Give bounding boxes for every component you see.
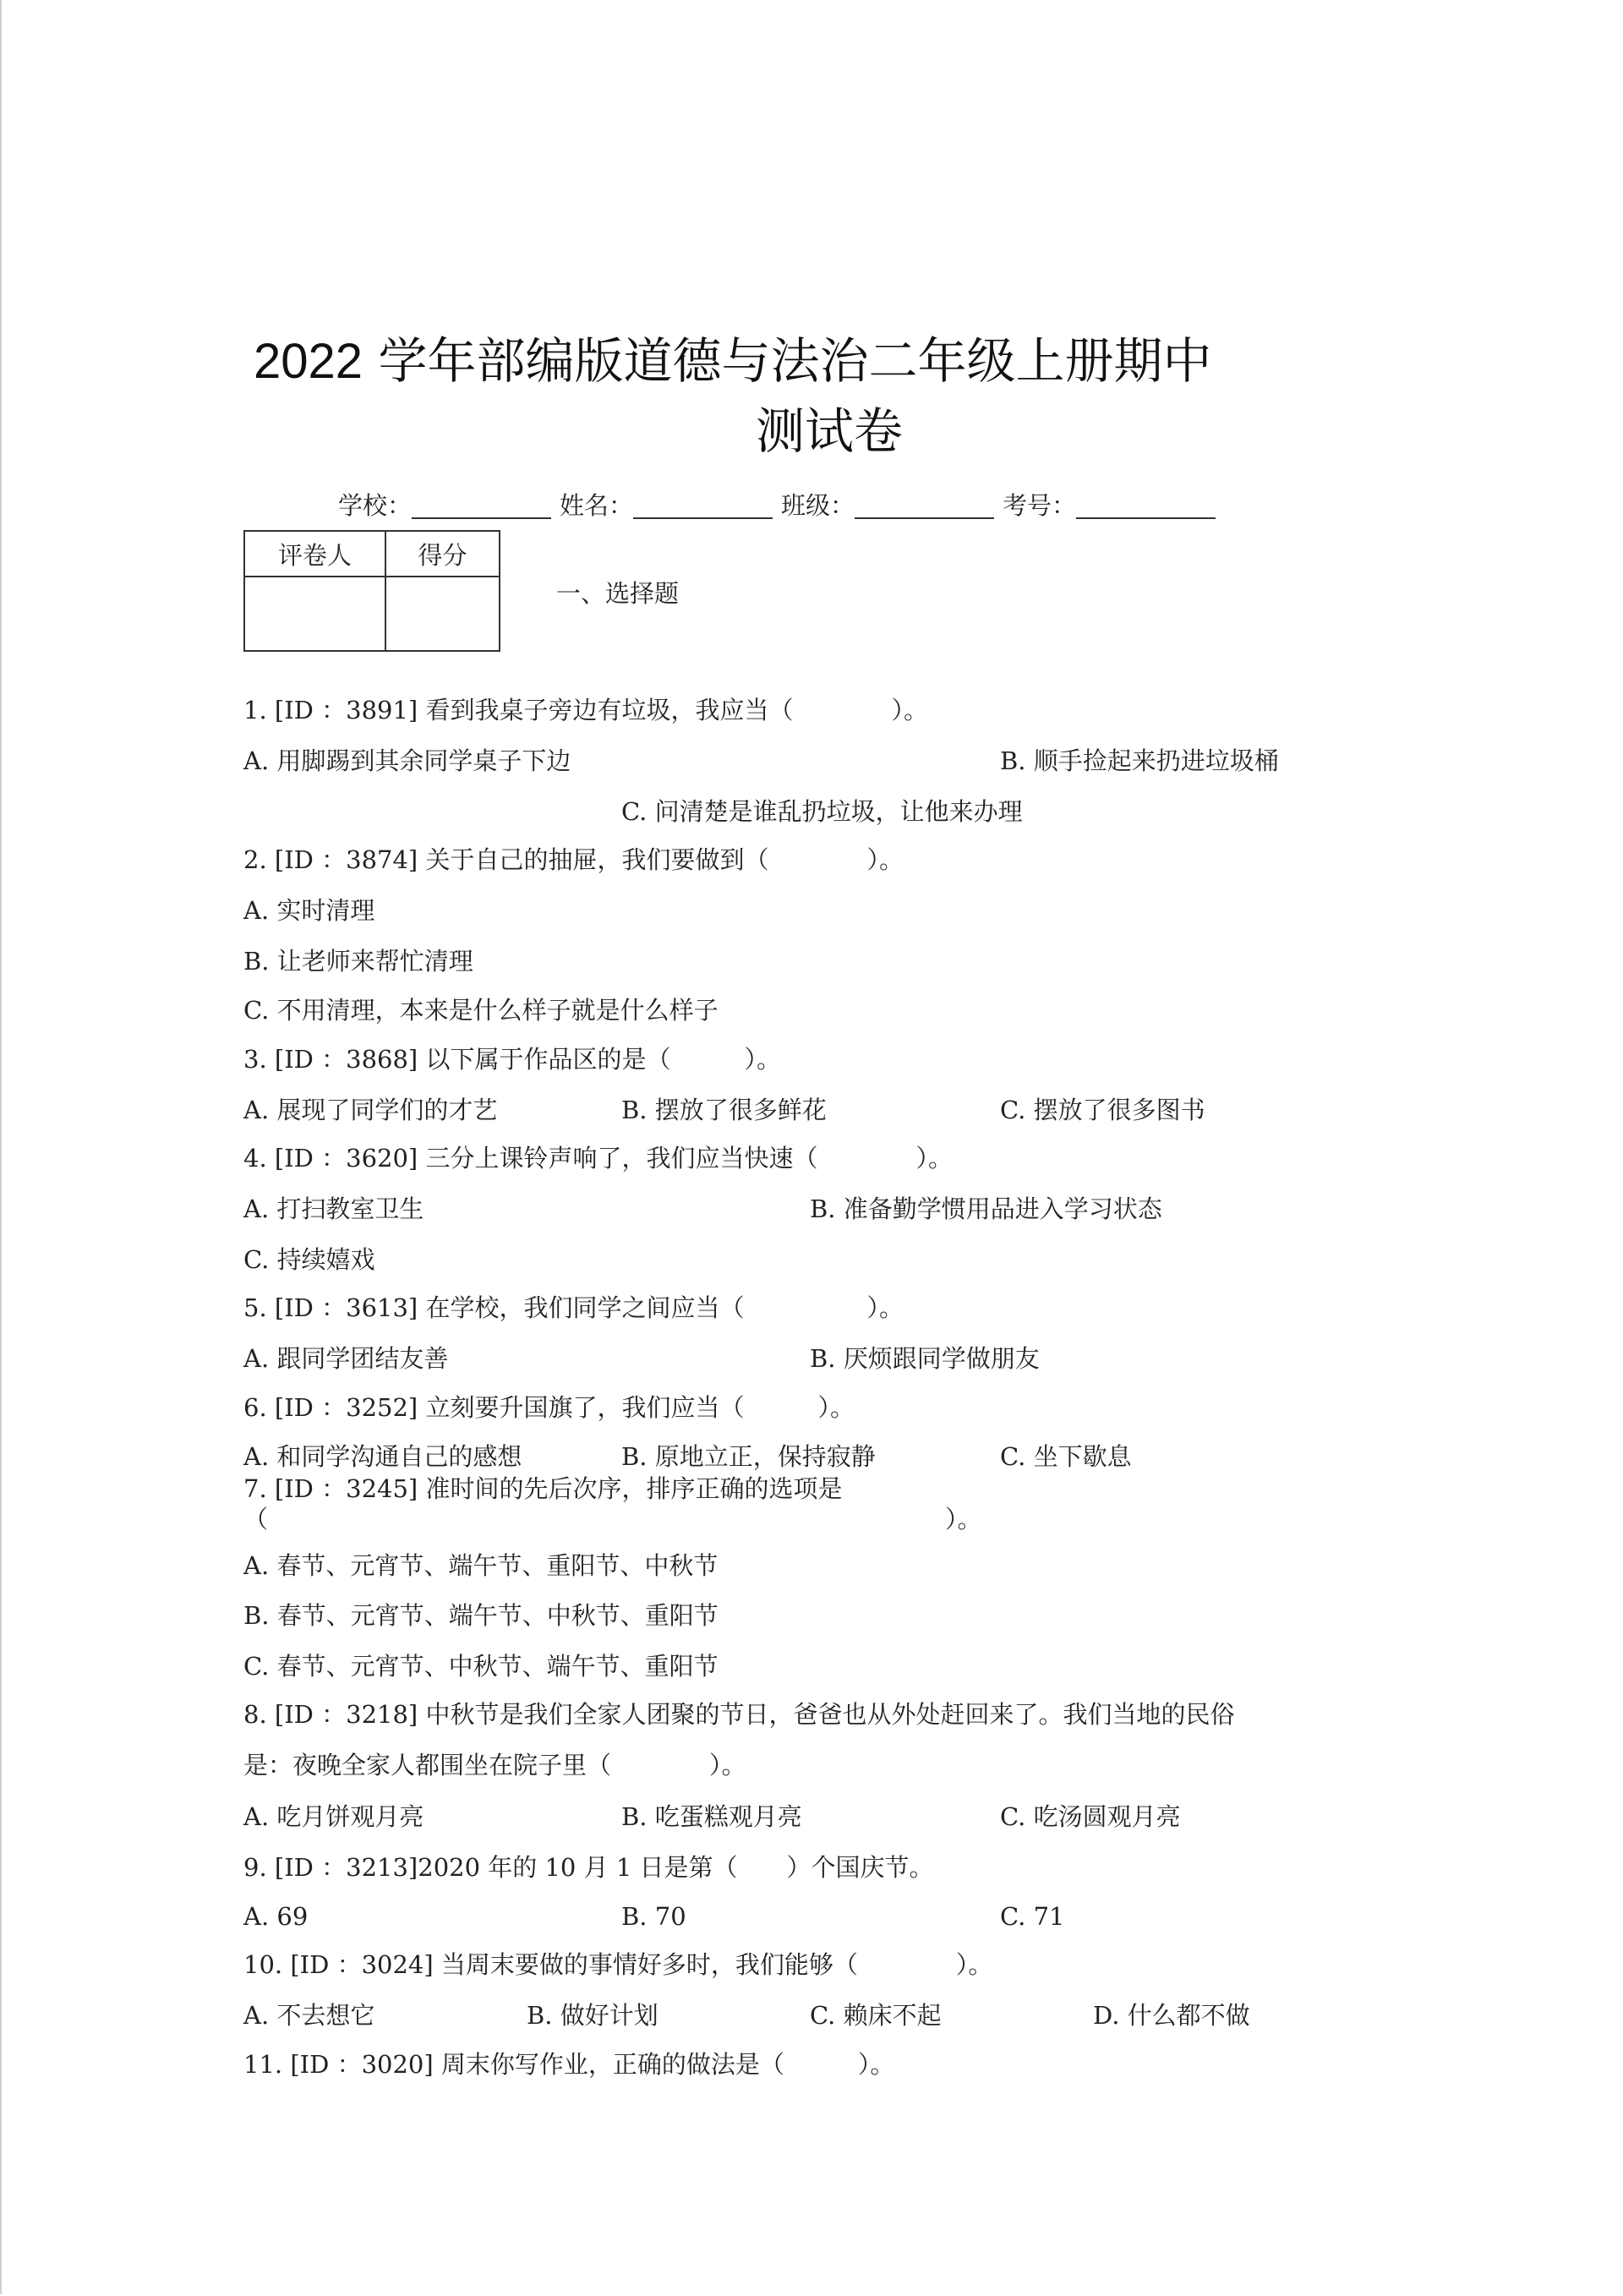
q8-option-b[interactable]: B. 吃蛋糕观月亮 xyxy=(621,1802,802,1831)
question-11: 11. [ID ：3020] 周末你写作业，正确的做法是（ ）。 xyxy=(243,2050,895,2079)
exam-title-line2: 测试卷 xyxy=(756,402,904,460)
school-label: 学校： xyxy=(338,491,413,520)
class-label: 班级： xyxy=(781,491,855,520)
q9-option-b[interactable]: B. 70 xyxy=(621,1902,686,1931)
q4-option-b[interactable]: B. 准备勤学惯用品进入学习状态 xyxy=(810,1194,1162,1223)
q2-option-a[interactable]: A. 实时清理 xyxy=(243,896,375,925)
question-8: 8. [ID ：3218] 中秋节是我们全家人团聚的节日，爸爸也从外处赶回来了。我们当地的民俗 xyxy=(243,1700,1235,1729)
exam-no-label: 考号： xyxy=(1003,491,1077,520)
question-5: 5. [ID ：3613] 在学校，我们同学之间应当（ ）。 xyxy=(243,1293,904,1322)
grader-cell[interactable] xyxy=(244,577,385,651)
q8-option-c[interactable]: C. 吃汤圆观月亮 xyxy=(1000,1802,1181,1831)
q6-option-c[interactable]: C. 坐下歇息 xyxy=(1000,1442,1132,1471)
question-7: 7. [ID ：3245] 准时间的先后次序，排序正确的选项是 xyxy=(243,1474,843,1503)
q1-option-c[interactable]: C. 问清楚是谁乱扔垃圾，让他来办理 xyxy=(621,797,1023,826)
q10-option-c[interactable]: C. 赖床不起 xyxy=(810,2001,942,2030)
name-blank[interactable] xyxy=(633,492,773,519)
question-1: 1. [ID ：3891] 看到我桌子旁边有垃圾，我应当（ ）。 xyxy=(243,696,928,724)
school-blank[interactable] xyxy=(412,492,551,519)
question-10: 10. [ID ：3024] 当周末要做的事情好多时，我们能够（ ）。 xyxy=(243,1950,993,1979)
q8-option-a[interactable]: A. 吃月饼观月亮 xyxy=(243,1802,424,1831)
q7-option-a[interactable]: A. 春节、元宵节、端午节、重阳节、中秋节 xyxy=(243,1551,719,1580)
section-title: 一、选择题 xyxy=(556,579,680,608)
q2-option-c[interactable]: C. 不用清理，本来是什么样子就是什么样子 xyxy=(243,996,719,1025)
q1-option-b[interactable]: B. 顺手捡起来扔进垃圾桶 xyxy=(1000,746,1279,775)
score-table xyxy=(243,530,500,652)
q10-option-d[interactable]: D. 什么都不做 xyxy=(1093,2001,1250,2030)
name-label: 姓名： xyxy=(560,491,634,520)
score-header: 得分 xyxy=(385,531,500,577)
q10-option-b[interactable]: B. 做好计划 xyxy=(527,2001,658,2030)
question-7-close-paren: ）。 xyxy=(945,1505,982,1533)
q3-option-b[interactable]: B. 摆放了很多鲜花 xyxy=(621,1096,827,1124)
question-8-cont: 是：夜晚全家人都围坐在院子里（ ）。 xyxy=(243,1751,746,1779)
title-year: 2022 xyxy=(254,334,363,389)
title-rest: 学年部编版道德与法治二年级上册期中 xyxy=(363,332,1212,390)
q5-option-b[interactable]: B. 厌烦跟同学做朋友 xyxy=(810,1344,1040,1373)
exam-no-blank[interactable] xyxy=(1076,492,1216,519)
q5-option-a[interactable]: A. 跟同学团结友善 xyxy=(243,1344,449,1373)
student-info-row xyxy=(338,489,1224,522)
question-6: 6. [ID ：3252] 立刻要升国旗了，我们应当（ ）。 xyxy=(243,1393,855,1422)
q3-option-c[interactable]: C. 摆放了很多图书 xyxy=(1000,1096,1205,1124)
q10-option-a[interactable]: A. 不去想它 xyxy=(243,2001,375,2030)
question-7-open-paren: （ xyxy=(243,1505,269,1533)
q7-option-c[interactable]: C. 春节、元宵节、中秋节、端午节、重阳节 xyxy=(243,1652,719,1681)
q9-option-c[interactable]: C. 71 xyxy=(1000,1902,1065,1931)
exam-title-line1 xyxy=(254,330,1211,393)
q2-option-b[interactable]: B. 让老师来帮忙清理 xyxy=(243,947,473,976)
question-3: 3. [ID ：3868] 以下属于作品区的是（ ）。 xyxy=(243,1045,781,1074)
score-cell[interactable] xyxy=(385,577,500,651)
question-2: 2. [ID ：3874] 关于自己的抽屉，我们要做到（ ）。 xyxy=(243,845,904,874)
question-4: 4. [ID ：3620] 三分上课铃声响了，我们应当快速（ ）。 xyxy=(243,1144,953,1173)
q4-option-c[interactable]: C. 持续嬉戏 xyxy=(243,1245,375,1274)
q6-option-a[interactable]: A. 和同学沟通自己的感想 xyxy=(243,1442,522,1471)
q4-option-a[interactable]: A. 打扫教室卫生 xyxy=(243,1194,424,1223)
q1-option-a[interactable]: A. 用脚踢到其余同学桌子下边 xyxy=(243,746,571,775)
class-blank[interactable] xyxy=(855,492,994,519)
question-9: 9. [ID ：3213]2020 年的 10 月 1 日是第（ ）个国庆节。 xyxy=(243,1853,934,1882)
q7-option-b[interactable]: B. 春节、元宵节、端午节、中秋节、重阳节 xyxy=(243,1601,719,1630)
grader-header: 评卷人 xyxy=(244,531,385,577)
q6-option-b[interactable]: B. 原地立正，保持寂静 xyxy=(621,1442,876,1471)
q9-option-a[interactable]: A. 69 xyxy=(243,1902,309,1931)
q3-option-a[interactable]: A. 展现了同学们的才艺 xyxy=(243,1096,498,1124)
